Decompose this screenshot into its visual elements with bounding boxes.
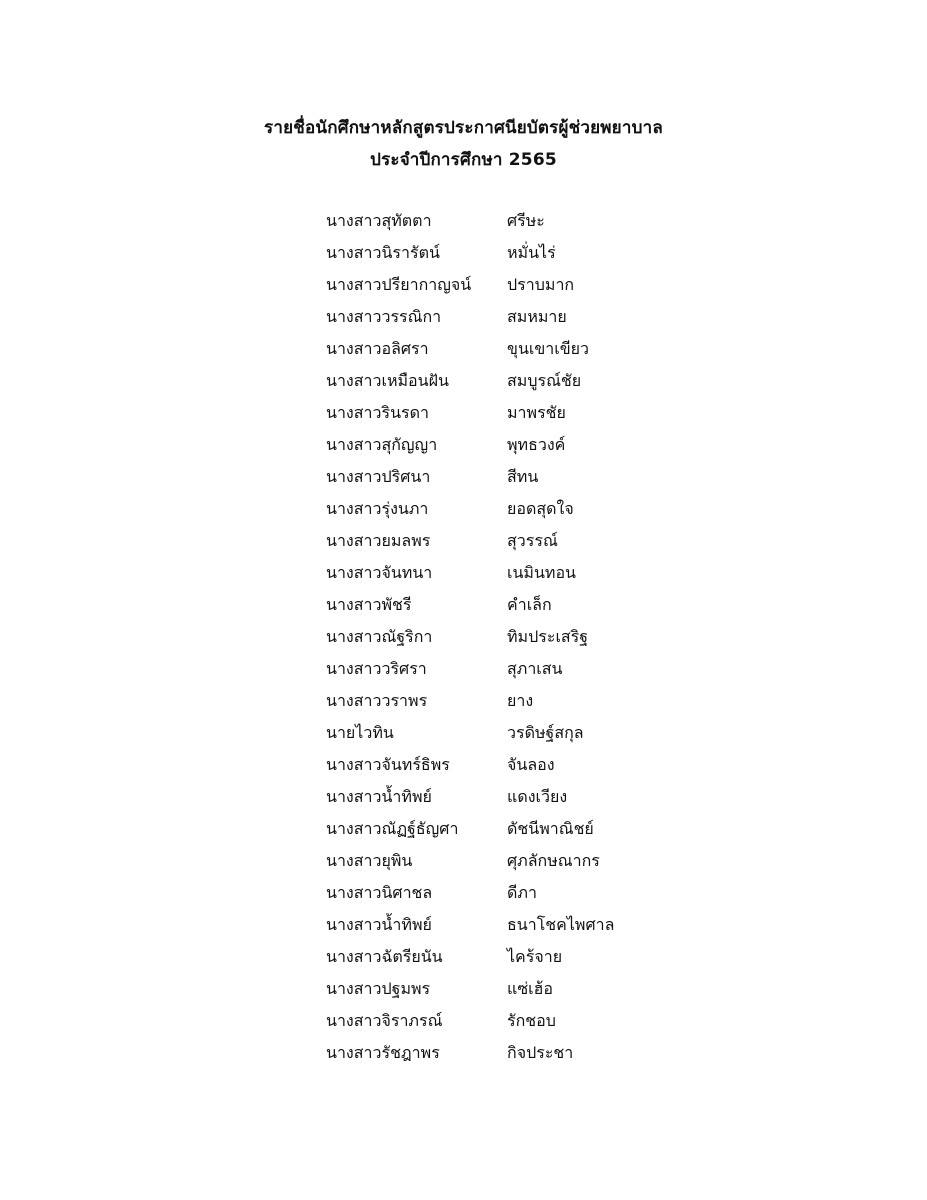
student-first-name: นางสาวสุทัตตา xyxy=(326,210,432,230)
student-last-name: สีทน xyxy=(507,466,539,486)
student-row xyxy=(326,333,746,365)
student-last-name: รักชอบ xyxy=(507,1010,556,1030)
student-first-name: นางสาวยุพิน xyxy=(326,850,413,870)
student-row xyxy=(326,685,746,717)
student-last-name: จันลอง xyxy=(507,754,555,774)
student-row xyxy=(326,589,746,621)
student-row xyxy=(326,941,746,973)
student-first-name: นายไวทิน xyxy=(326,722,394,742)
student-row xyxy=(326,429,746,461)
student-row xyxy=(326,845,746,877)
student-first-name: นางสาวณัฐริกา xyxy=(326,626,433,646)
student-first-name: นางสาวจิราภรณ์ xyxy=(326,1010,443,1030)
student-first-name: นางสาวจันทร์ธิพร xyxy=(326,754,450,774)
student-row xyxy=(326,493,746,525)
student-last-name: วรดิษฐ์สกุล xyxy=(507,722,584,742)
student-row xyxy=(326,557,746,589)
student-last-name: ดัชนีพาณิชย์ xyxy=(507,818,594,838)
student-row xyxy=(326,1005,746,1037)
student-row xyxy=(326,461,746,493)
student-last-name: ธนาโชคไพศาล xyxy=(507,914,615,934)
document-title: รายชื่อนักศึกษาหลักสูตรประกาศนียบัตรผู้ช่วยพยาบาล xyxy=(264,118,663,138)
student-row xyxy=(326,1037,746,1069)
student-last-name: ดีภา xyxy=(507,882,537,902)
student-last-name: แดงเวียง xyxy=(507,786,568,806)
student-list xyxy=(326,205,746,1069)
student-last-name: ศรีษะ xyxy=(507,210,545,230)
student-last-name: สุภาเสน xyxy=(507,658,563,678)
student-first-name: นางสาวรุ่งนภา xyxy=(326,498,429,518)
student-first-name: นางสาวอลิศรา xyxy=(326,338,429,358)
student-last-name: ขุนเขาเขียว xyxy=(507,338,590,358)
student-first-name: นางสาวสุกัญญา xyxy=(326,434,438,454)
student-first-name: นางสาวเหมือนฝัน xyxy=(326,370,449,390)
student-row xyxy=(326,365,746,397)
student-first-name: นางสาวน้ำทิพย์ xyxy=(326,914,432,934)
student-last-name: ปราบมาก xyxy=(507,274,575,294)
student-first-name: นางสาวปรียากาญจน์ xyxy=(326,274,472,294)
student-row xyxy=(326,813,746,845)
student-first-name: นางสาวจันทนา xyxy=(326,562,433,582)
student-last-name: ศุภลักษณากร xyxy=(507,850,600,870)
student-first-name: นางสาววรรณิกา xyxy=(326,306,442,326)
student-row xyxy=(326,621,746,653)
student-last-name: ทิมประเสริฐ xyxy=(507,626,589,646)
student-first-name: นางสาวณัฏฐ์ธัญศา xyxy=(326,818,459,838)
student-last-name: เนมินทอน xyxy=(507,562,576,582)
student-first-name: นางสาวน้ำทิพย์ xyxy=(326,786,432,806)
student-first-name: นางสาวยมลพร xyxy=(326,530,431,550)
student-last-name: มาพรชัย xyxy=(507,402,566,422)
student-first-name: นางสาวฉัตรียนัน xyxy=(326,946,443,966)
document-subtitle: ประจำปีการศึกษา 2565 xyxy=(370,150,557,170)
student-first-name: นางสาวนิรารัตน์ xyxy=(326,242,440,262)
student-row xyxy=(326,301,746,333)
student-row xyxy=(326,749,746,781)
student-row xyxy=(326,973,746,1005)
student-last-name: หมั่นไร่ xyxy=(507,242,556,262)
student-row xyxy=(326,877,746,909)
student-first-name: นางสาววริศรา xyxy=(326,658,427,678)
student-last-name: ยาง xyxy=(507,690,534,710)
student-last-name: คำเล็ก xyxy=(507,594,552,614)
student-first-name: นางสาววราพร xyxy=(326,690,428,710)
student-row xyxy=(326,205,746,237)
student-first-name: นางสาวปฐมพร xyxy=(326,978,431,998)
student-row xyxy=(326,781,746,813)
student-row xyxy=(326,717,746,749)
student-last-name: สมหมาย xyxy=(507,306,567,326)
student-row xyxy=(326,909,746,941)
student-row xyxy=(326,269,746,301)
student-first-name: นางสาวรัชฎาพร xyxy=(326,1042,440,1062)
student-row xyxy=(326,237,746,269)
student-last-name: กิจประชา xyxy=(507,1042,574,1062)
student-first-name: นางสาวปริศนา xyxy=(326,466,431,486)
student-row xyxy=(326,653,746,685)
student-last-name: แซ่เฮ้อ xyxy=(507,978,554,998)
student-first-name: นางสาวรินรดา xyxy=(326,402,429,422)
student-last-name: ไคร้จาย xyxy=(507,946,563,966)
student-last-name: พุทธวงค์ xyxy=(507,434,566,454)
student-last-name: สมบูรณ์ชัย xyxy=(507,370,582,390)
student-row xyxy=(326,525,746,557)
student-first-name: นางสาวนิศาชล xyxy=(326,882,433,902)
student-last-name: ยอดสุดใจ xyxy=(507,498,574,518)
student-first-name: นางสาวพัชรี xyxy=(326,594,412,614)
student-row xyxy=(326,397,746,429)
student-last-name: สุวรรณ์ xyxy=(507,530,558,550)
